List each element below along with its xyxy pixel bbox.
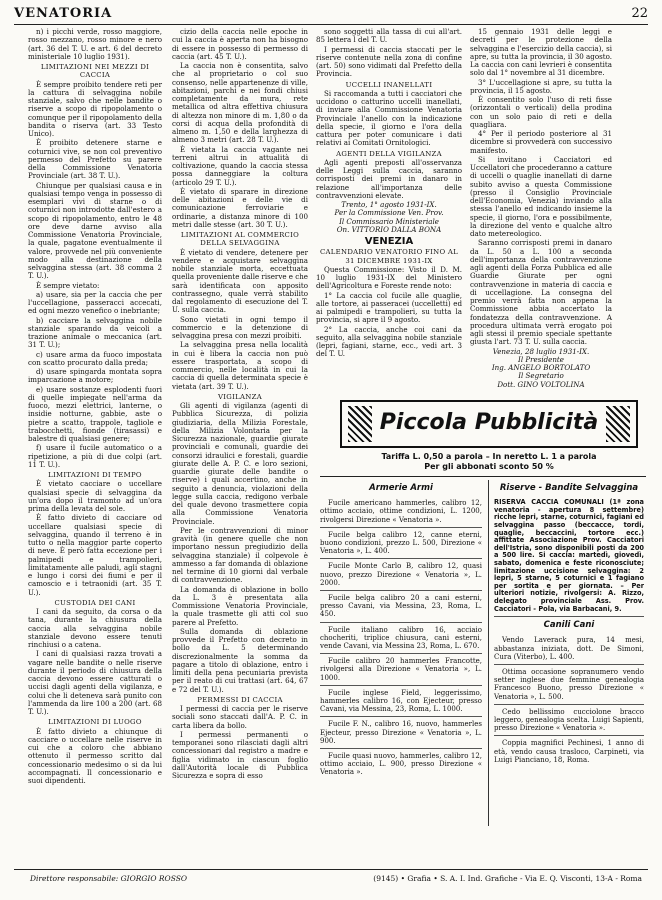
paragraph: I cani da seguito, da corsa o da tana, durante la chiusura della caccia alla selvaggina nobile stanziale devono essere tenuti rinchiusi o a catena. [28,607,162,649]
paragraph: 3° L'uccellagione si apre, su tutta la provincia, il 15 agosto. [470,77,612,95]
paragraph: È vietato di sparare in direzione delle abitazioni e delle vie di comunicazione ferroviarie e ordinarie, a distanza minore di 100 metri dalle stesse (art. 30 T. U.). [172,186,308,229]
section-title: VENEZIA [364,236,414,247]
signature-line: Ing. ANGELO BORTOLATO [491,363,591,372]
paragraph: È fatto divieto di cacciare od uccellare qualsiasi specie di selvaggina, quando il terreno è in tutto o nella maggior parte coperto di neve. È però fatta eccezione per i palmipedi e trampolieri, limitatamente alle paludi, agli stagni e lungo i corsi dei fiumi e per il camoscio e i tetraonidi (art. 35 T. U.). [28,513,162,597]
classified-ad: Coppia magnifici Pechinesi, 1 anno di età, vendo causa trasloco, Carpineti, via Luigi Pianciano, 18, Roma. [494,739,644,764]
paragraph: 15 gennaio 1931 delle leggi e decreti per le protezione della selvaggina e l'esercizio della caccia), si apre, su tutta la provincia, il 30 agosto. La caccia con cani levrieri è consentita solo dal 1° novembre al 31 dicembre. [470,27,612,78]
column-1 [28,28,162,863]
section-heading: CALENDARIO VENATORIO FINO AL 31 DICEMBRE 1931-IX [319,248,459,265]
classified-ad: Fucile belga calibro 20 a cani esterni, presso Cavani, via Messina, 23, Roma, L. 450. [320,591,482,623]
paragraph: È sempre vietato: [36,280,100,290]
paragraph: La caccia non è consentita, salvo che al proprietario o col suo consenso, nelle appartenenze di ville, abitazioni, parchi e nei fondi chiusi completamente da mura, rete metallica od altra effettiva chiusura di altezza non minore di m. 1,80 o da corsi di acqua della profondità di almeno m. 1,50 e della larghezza di almeno 3 metri (art. 28 T. U.). [172,61,308,145]
paragraph: cizio della caccia nelle epoche in cui la caccia è aperta non ha bisogno di essere in possesso di permesso di caccia (art. 45 T. U.). [172,27,308,61]
ads-heading-weapons: Armerie Armi [369,483,433,493]
paragraph: c) usare arma da fuoco impostata con scatto procurato dalla preda; [28,349,162,367]
magazine-title: VENATORIA [14,6,113,21]
column-4 [470,27,612,389]
paragraph: Si invitano i Cacciatori ed Uccellatori che procederanno a catture di uccelli o quaglie inanellati di darne subito avviso a questa Commissione (presso il Consiglio Provinciale dell'Economia, Venezia) inviando alla stessa l'anello ed indicando insieme la specie, il giorno, l'ora e possibilmente, la direzione del vento e qualche altro dato metereologico. [470,154,612,238]
section-heading: LIMITAZIONI DI LUOGO [48,718,142,727]
ornament-right-icon [606,406,630,442]
classified-ad: Fucile F. N., calibro 16, nuovo, hammerles Ejecteur, presso Direzione « Venatoria », L. 900. [320,717,482,749]
paragraph: sono soggetti alla tassa di cui all'art. 85 lettera l del T. U. [316,27,462,45]
column-2 [172,28,308,863]
paragraph: È vietato di vendere, detenere per vendere e acquistare selvaggina nobile stanziale morta, eccettuata quella proveniente dalle riserve e che sarà identificata con apposito contrassegno, quale verrà stabilito dal regolamento di esecuzione del T. U. sulla caccia. [172,247,308,315]
paragraph: La selvaggina presa nella località in cui è libera la caccia non può essere trasportata, a scopo di commercio, nelle località in cui la caccia di quella determinata specie è vietata (art. 39 T. U.). [172,340,308,391]
rates-line-2: Per gli abbonati sconto 50 % [424,462,554,471]
paragraph: Per le contravvenzioni di minor gravità (in genere quelle che non importano nessun pregiudizio della selvaggina stanziale) il colpevole è ammesso a far domanda di oblazione nel termine di 10 giorni dal verbale di contravvenzione. [172,525,308,585]
paragraph: È fatto divieto a chiunque di cacciare o uccellare nelle riserve in cui che a coloro che abbiano ottenuto il permesso scritto dal concessionario medesimo o si da lui accompagnati. Il concessionario e suoi dipendenti. [28,726,162,785]
section-heading: LIMITAZIONI NEI MEZZI DI CACCIA [40,63,150,80]
page-header [14,6,648,26]
paragraph: Agli agenti preposti all'osservanza delle Leggi sulla caccia, saranno corrisposti dei premi in danaro in relazione all'importanza delle contravvenzioni elevate. [316,157,462,200]
classified-ad: Fucile americano hammerles, calibro 12, ottimo acciaio, ottime condizioni, L. 1200, rivolgersi Direzione « Venatoria ». [320,496,482,528]
classified-ad: Fucile inglese Field, leggerissimo, hammerles calibro 16, con Ejecteur, presso Cavani, via Messina, 23, Roma, L. 1000. [320,686,482,718]
ads-list-weapons [320,496,482,779]
footer-director: Direttore responsabile: GIORGIO ROSSO [30,874,187,883]
ad-riserva-caccia: RISERVA CACCIA COMUNALI (1ª zona venatoria - apertura 8 settembre) ricche lepri, starne, coturnici, fagiani ed selvaggina passo (beccacce, tordi, quaglie, beccaccini, tortore ecc.) affittate Associazione Prov. Cacciatori dell'Istria, sono disponibili posti da 200 a 500 lire. Si caccia: martedì, giovedì, sabato, domenica e feste riconosciute; limitazione uccisione selvaggina: 2 lepri, 5 starne, 5 coturnici e 1 fagiano per sortita e per giornata. – Per ulteriori notizie, rivolgersi: A. Rizzo, delegato provinciale Ass. Prov. Cacciatori - Pola, via Barbacani, 9. [494,496,644,617]
signature-line: Per la Commissione Ven. Prov. [334,208,444,218]
paragraph: Gli agenti di vigilanza (agenti di Pubblica Sicurezza, di polizia giudiziaria, della Milizia Forestale, della Milizia Volontaria per la Sicurezza nazionale, guardie giurate provinciali e comunali, guardie dei consorzi idraulici e forestali, guardie giurate delle A. P. C. e loro sezioni, guardie giurate delle bandite o riserve) i quali accertino, anche in seguito a denuncia, violazioni della legge sulla caccia, redigono verbale del quale devono trasmettere copia alla Commissione Venatoria Provinciale. [172,401,308,526]
paragraph: a) usare, sia per la caccia che per l'uccellagione, passeracci accecati, ed ogni mezzo venefico o inebriante; [28,289,162,316]
section-heading: AGENTI DELLA VIGILANZA [336,149,442,158]
classified-ad: Fucile calibro 20 hammerles Francotte, rivolgersi alla Direzione « Venatoria », L. 1000. [320,654,482,686]
paragraph: f) usare il fucile automatico o a ripetizione, a più di due colpi (art. 11 T. U.). [28,443,162,469]
paragraph: La domanda di oblazione in bollo da L. 3 è presentata alla Commissione Venatoria Provinciale, la quale trasmette gli atti col suo parere al Prefetto. [172,584,308,627]
paragraph: 1° La caccia col fucile alle quaglie, alle tortore, ai passeracei (uccelletti) ed ai palmipedi e trampolieri, su tutta la provincia, si apre il 9 agosto. [316,290,462,325]
paragraph: I permessi permanenti o temporanei sono rilasciati dagli altri concessionari dal registro a madre e figlia vidimato in ciascun foglio dall'Autorità locale di Pubblica Sicurezza e sopra di esso [172,729,308,780]
paragraph: Questa Commissione: Visto il D. M. 10 luglio 1931-IX del Ministero dell'Agricoltura e Foreste rende noto: [316,264,462,291]
footer-rule [14,869,648,870]
rates-line-1: Tariffa L. 0,50 a parola – In neretto L. 1 a parola [381,452,597,461]
paragraph: 2° La caccia, anche coi cani da seguito, alla selvaggina nobile stanziale (lepri, fagiani, starne, ecc., vedi art. 3 del T. U. [316,324,462,359]
classified-ad: Fucile italiano calibro 16, acciaio chocheriti, triplice chiusura, cani esterni, vende Cavani, via Messina 23, Roma, L. 670. [320,623,482,655]
signature-line: Dott. GINO VOLTOLINA [497,379,585,389]
paragraph: Sulla domanda di oblazione provvede il Prefetto con decreto in bollo da L. 5 determinando discrezionalmente la somma da pagare a titolo di oblazione, entro i limiti della pena pecuniaria prevista per il reato di cui trattasi (art. 64, 67 e 72 del T. U.). [172,626,308,694]
signature-line: On. VITTORIO DALLA BONA [336,224,442,234]
paragraph: I cani di qualsiasi razza trovati a vagare nelle bandite o nelle riserve durante il periodo di chiusura della caccia devono essere catturati o uccisi dagli agenti della vigilanza, e colui che li deteneva sarà punito con l'ammenda da lire 100 a 200 (art. 68 T. U.). [28,649,162,716]
paragraph: È sempre proibito tendere reti per la cattura di selvaggina nobile stanziale, salvo che nelle bandite o riserve a scopo di ripopolamento o comunque per il ripopolamento della bandita o riserva (art. 33 Testo Unico). [28,79,162,138]
page-number: 22 [631,6,648,21]
classified-ad: Fucile quasi nuovo, hammerles, calibro 12, ottimo acciaio, L. 900, presso Direzione « Venatoria ». [320,752,482,777]
ads-list-dogs [494,633,644,767]
section-heading: CUSTODIA DEI CANI [54,598,136,607]
section-heading: UCCELLI INANELLATI [345,80,433,89]
paragraph: 4° Per il periodo posteriore al 31 dicembre si provvederà con successivo manifesto. [470,129,612,155]
classified-ad: Vendo Laverack pura, 14 mesi, abbastanza iniziata, dott. De Simoni, Cura (Viterbo), L. 400. [494,633,644,665]
ads-column-weapons [320,480,489,826]
ads-column-reserves [494,480,644,826]
classified-ad: Cedo bellissimo cucciolone bracco leggero, genealogia scelta. Luigi Sapienti, presso Direzione « Venatoria ». [494,705,644,737]
classifieds-rates [330,452,648,472]
classifieds-title: Piccola Pubblicità [379,410,599,435]
ads-heading-dogs: Canili Cani [543,620,595,631]
section-heading: LIMITAZIONI AL COMMERCIO DELLA SELVAGGINA [180,231,300,248]
ads-top-rule [320,476,646,477]
section-heading: VIGILANZA [218,392,262,401]
header-rule [14,24,648,25]
signature-line: Il Commissario Ministeriale [339,216,439,226]
classified-ad: Ottima occasione sopranumero vendo setter inglese due femmine genealogia Francesco Buono, presso Direzione « Venatoria », L. 500. [494,665,644,705]
column-3 [316,27,462,359]
paragraph: È vietato cacciare o uccellare qualsiasi specie di selvaggina da un'ora dopo il tramonto ad un'ora prima della levata del sole. [28,479,162,513]
classifieds-banner [340,400,638,448]
paragraph: È vietata la caccia vagante nei terreni altrui in attualità di coltivazione, quando la caccia stessa possa danneggiare la coltura (articolo 29 T. U.). [172,144,308,187]
ads-heading-reserves: Riserve - Bandite Selvaggina [499,483,639,493]
paragraph: d) usare spingarda montata sopra imparcazione a motore; [28,367,162,385]
paragraph: Chiunque per qualsiasi causa e in qualsiasi tempo venga in possesso di esemplari vivi di starne o di coturnici non introdotte dall'estero a scopo di ripopolamento, entro le 48 ore deve darne avviso alla Commissione Venatoria Provinciale, la quale, pagatone eventualmente il valore, provvede nel più conveniente modo alla destinazione della selvaggina stessa (art. 38 comma 2 T. U.). [28,180,162,281]
section-heading: LIMITAZIONI DI TEMPO [48,471,142,479]
classified-ad: Fucile belga calibro 12, canne eterni, buono condizioni, prezzo L. 500, Direzione « Venatoria », L. 400. [320,528,482,560]
section-heading: PERMESSI DI CACCIA [197,695,283,704]
paragraph: I permessi di caccia per le riserve sociali sono staccati dall'A. P. C. in carta libera da bollo. [172,704,308,730]
paragraph: Si raccomanda a tutti i cacciatori che uccidono o catturino uccelli inanellati, di inviare alla Commissione Venatoria Provinciale l'anello con la indicazione della specie, il giorno e l'ora della cattura per poter comunicare i dati relativi ai Comitati Ornitologici. [316,88,462,148]
paragraph: Saranno corrisposti premi in danaro da L. 50 a L. 100 a seconda dell'importanza della contravvenzione agli agenti della Forza Pubblica ed alle Guardie Giurate per ogni contravvenzione in materia di caccia e di uccellagione. La consegna del premio verrà fatta non appena la Commissione abbia accertato la fondatezza della contravvenzione. A procedura ultimata verrà erogato poi agli stessi il premio speciale spettante giusta l'art. 73 T. U. sulla caccia. [470,238,612,347]
footer-printer: (9145) • Grafia • S. A. I. Ind. Grafiche - Via E. Q. Visconti, 13-A - Roma [373,874,642,883]
paragraph: È proibito detenere starne e coturnici vive, se non col preventivo permesso del Prefetto su parere della Commissione Venatoria Provinciale (art. 38 T. U.). [28,138,162,181]
signature-line: Il Segretario [518,371,564,381]
signature-line: Trento, 1° agosto 1931-IX. [341,200,437,209]
classified-ad: Fucile Monte Carlo B, calibro 12, quasi nuovo, prezzo Direzione « Venatoria », L. 2000. [320,559,482,591]
paragraph: e) usare sostanze esplodenti fuori di quelle impiegate nell'arma da fuoco, mezzi elettrici, lanterne, o insidie notturne, gabbie, aste o pietre a scatto, trappole, tagliole e trabocchetti, fionde (tirasassi) e balestre di qualsiasi genere; [28,384,162,443]
paragraph: È consentito solo l'uso di reti fisse (orizzontali o verticali) della prodina con un solo paio di reti e della quagliara. [470,95,612,129]
paragraph: b) cacciare la selvaggina nobile stanziale sparando da veicoli a trazione animale o meccanica (art. 31 T. U.); [28,315,162,350]
paragraph: n) i picchi verde, rosso maggiore, rosso mezzano, rosso minore e nero (art. 36 del T. U. e art. 6 del decreto ministeriale 10 luglio 1931). [28,27,162,61]
signature-line: Il Presidente [518,354,564,364]
paragraph: I permessi di caccia staccati per le riserve contenute nella zona di confine (art. 50) sono vidimati dal Prefetto della Provincia. [316,44,462,79]
paragraph: Sono vietati in ogni tempo il commercio e la detenzione di selvaggina presa con mezzi proibiti. [172,314,308,340]
ornament-left-icon [348,406,372,442]
signature-line: Venezia, 28 luglio 1931-IX. [492,346,590,356]
